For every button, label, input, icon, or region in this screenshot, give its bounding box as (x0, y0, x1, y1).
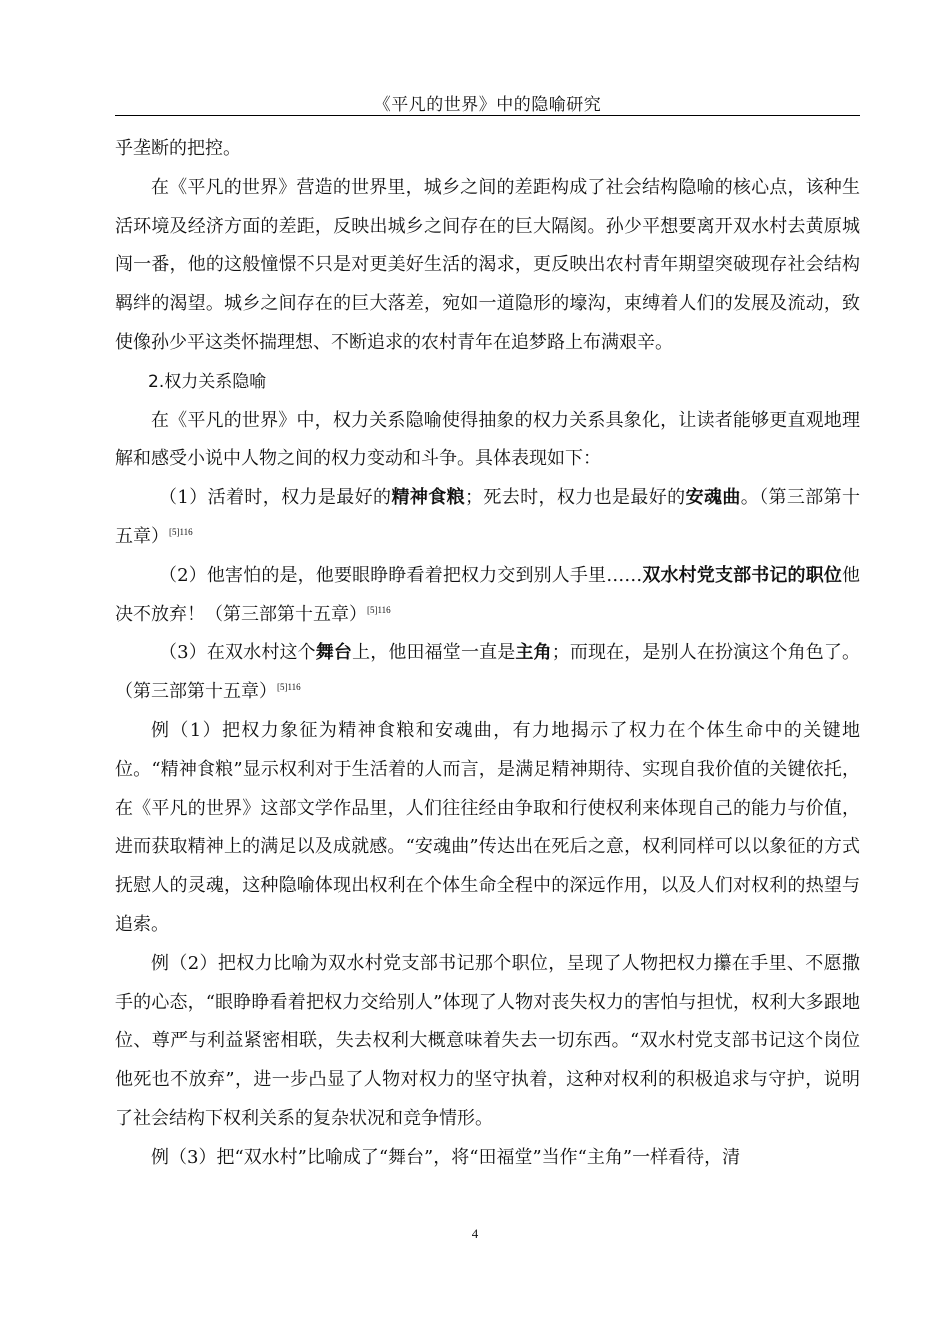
paragraph-continuation: 乎垄断的把控。 (115, 138, 241, 159)
paragraph-analysis-2: 例（2）把权力比喻为双水村党支部书记那个职位，呈现了人物把权力攥在手里、不愿撒手的心态，“眼睁睁看着把权力交给别人”体现了人物对丧失权力的害怕与担忧，权利大多跟地位、尊严与利益紧密相联，失去权利大概意味着失去一切东西。“双水村党支部书记这个岗位他死也不放弃”，进一步凸显了人物对权力的坚守执着，这种对权利的积极追求与守护，说明了社会结构下权利关系的复杂状况和竞争情形。 (115, 952, 860, 1129)
body-text (115, 130, 860, 1178)
example-3-text: （3）在双水村这个 (159, 642, 316, 664)
page-number: 4 (471, 1226, 479, 1241)
example-1 (115, 479, 860, 557)
example-3-text-3: ；而现在，是别人在扮演这个角色了。（第三部第十五章） (115, 642, 861, 703)
section-heading: 2.权力关系隐喻 (148, 371, 267, 392)
citation-ref: [5]116 (277, 682, 301, 693)
example-3-text-2: 上，他田福堂一直是 (352, 642, 516, 664)
paragraph-analysis-3: 例（3）把“双水村”比喻成了“舞台”，将“田福堂”当作“主角”一样看待，清 (151, 1146, 741, 1168)
example-2-bold-1: 双水村党支部书记的职位 (642, 564, 843, 586)
header-rule (115, 115, 860, 116)
example-1-bold-1: 精神食粮 (391, 487, 465, 509)
example-3-bold-1: 舞台 (315, 642, 353, 664)
example-3-bold-2: 主角 (515, 642, 552, 664)
paragraph-analysis-1: 例（1）把权力象征为精神食粮和安魂曲，有力地揭示了权力在个体生命中的关键地位。“精神食粮”显示权利对于生活着的人而言，是满足精神期待、实现自我价值的关键依托，在《平凡的世界》这部文学作品里，人们往往经由争取和行使权利来体现自己的能力与价值，进而获取精神上的满足以及成就感。“安魂曲”传达出在死后之意，权利同样可以以象征的方式抚慰人的灵魂，这种隐喻体现出权利在个体生命全程中的深远作用，以及人们对权利的热望与追索。 (115, 719, 860, 935)
running-header: 《平凡的世界》中的隐喻研究 (373, 95, 602, 115)
example-2-text: （2）他害怕的是，他要眼睁睁看着把权力交到别人手里…… (159, 564, 643, 586)
citation-ref: [5]116 (169, 526, 193, 537)
example-1-text: （1）活着时，权力是最好的 (159, 487, 392, 509)
example-1-bold-2: 安魂曲 (685, 487, 741, 509)
example-2-text-2: 他决不放弃！（第三部第十五章） (115, 564, 861, 625)
example-1-text-2: ；死去时，权力也是最好的 (464, 487, 686, 509)
example-2 (115, 557, 860, 635)
example-3 (115, 634, 860, 712)
example-1-text-3: 。（第三部第十五章） (115, 487, 861, 547)
paragraph-urban-rural: 在《平凡的世界》营造的世界里，城乡之间的差距构成了社会结构隐喻的核心点，该种生活环境及经济方面的差距，反映出城乡之间存在的巨大隔阂。孙少平想要离开双水村去黄原城闯一番，他的这般憧憬不只是对更美好生活的渴求，更反映出农村青年期望突破现存社会结构羁绊的渴望。城乡之间存在的巨大落差，宛如一道隐形的壕沟，束缚着人们的发展及流动，致使像孙少平这类怀揣理想、不断追求的农村青年在追梦路上布满艰辛。 (115, 176, 860, 353)
citation-ref: [5]116 (367, 604, 391, 615)
paragraph-power-intro: 在《平凡的世界》中，权力关系隐喻使得抽象的权力关系具象化，让读者能够更直观地理解和感受小说中人物之间的权力变动和斗争。具体表现如下： (115, 409, 860, 470)
